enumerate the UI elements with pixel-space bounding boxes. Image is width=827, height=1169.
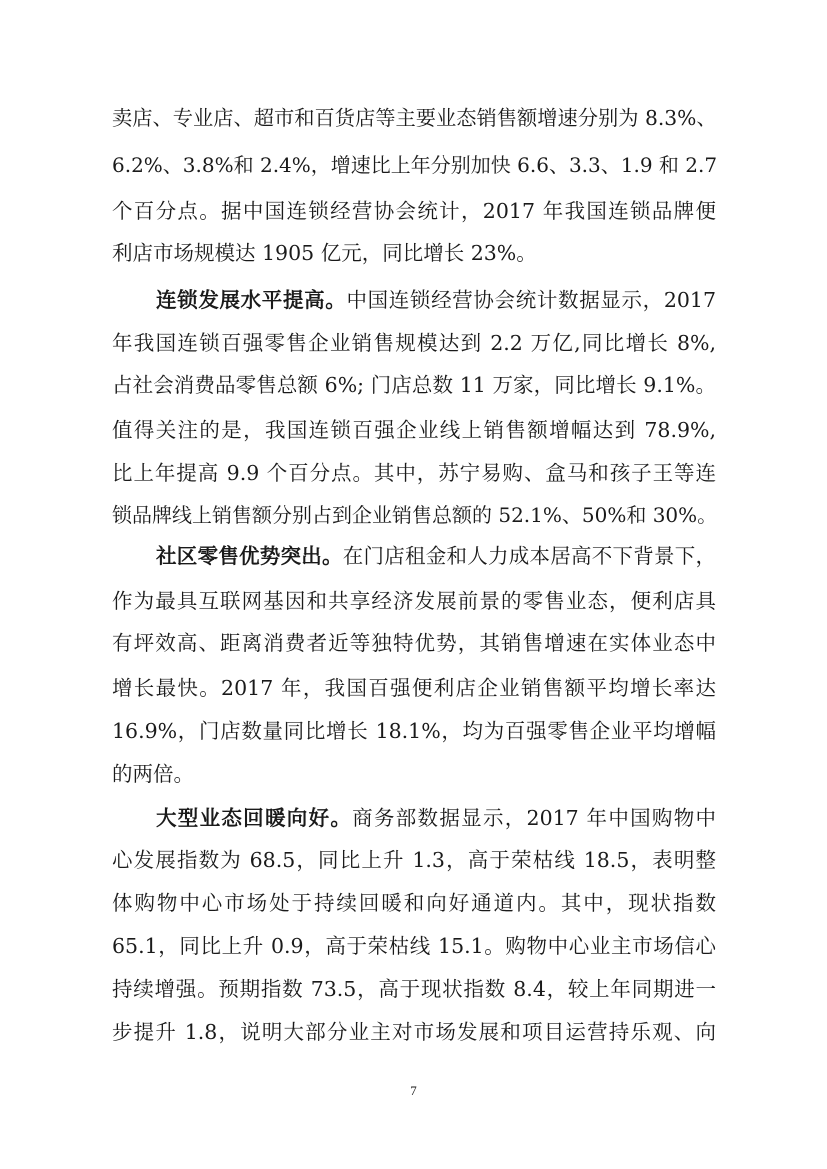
paragraph-4-first-line-text: 商务部数据显示，2017 年中国购物中 xyxy=(352,806,717,830)
paragraph-3-line-1 xyxy=(156,544,716,568)
paragraph-3-line-3: 有坪效高、距离消费者近等独特优势，其销售增速在实体业态中 xyxy=(112,631,716,655)
paragraph-4-line-4: 65.1，同比上升 0.9，高于荣枯线 15.1。购物中心业主市场信心 xyxy=(112,934,716,958)
paragraph-2-line-1 xyxy=(156,288,716,312)
paragraph-4-line-1 xyxy=(156,806,716,830)
paragraph-1-line-3: 个百分点。据中国连锁经营协会统计，2017 年我国连锁品牌便 xyxy=(112,199,716,223)
paragraph-3-line-4: 增长最快。2017 年，我国百强便利店企业销售额平均增长率达 xyxy=(112,676,716,700)
paragraph-3-first-line-text: 在门店租金和人力成本居高不下背景下， xyxy=(342,544,716,568)
paragraph-2-line-3: 占社会消费品零售总额 6%; 门店总数 11 万家，同比增长 9.1%。 xyxy=(112,373,716,397)
paragraph-3-line-6: 的两倍。 xyxy=(112,762,194,786)
paragraph-2-line-2: 年我国连锁百强零售企业销售规模达到 2.2 万亿,同比增长 8%, xyxy=(112,331,716,355)
paragraph-4-line-3: 体购物中心市场处于持续回暖和向好通道内。其中，现状指数 xyxy=(112,891,716,915)
paragraph-4-line-2: 心发展指数为 68.5，同比上升 1.3，高于荣枯线 18.5，表明整 xyxy=(112,848,716,872)
paragraph-3-line-5: 16.9%，门店数量同比增长 18.1%，均为百强零售企业平均增幅 xyxy=(112,719,716,743)
paragraph-1-line-2: 6.2%、3.8%和 2.4%，增速比上年分别加快 6.6、3.3、1.9 和 2.7 xyxy=(112,153,718,177)
paragraph-2-line-5: 比上年提高 9.9 个百分点。其中，苏宁易购、盒马和孩子王等连 xyxy=(112,461,716,485)
paragraph-1-line-4: 利店市场规模达 1905 亿元，同比增长 23%。 xyxy=(112,241,537,265)
paragraph-4-heading: 大型业态回暖向好。 xyxy=(156,806,353,830)
paragraph-3-line-2: 作为最具互联网基因和共享经济发展前景的零售业态，便利店具 xyxy=(112,589,716,613)
paragraph-3-heading: 社区零售优势突出。 xyxy=(156,544,343,568)
paragraph-4-line-6: 步提升 1.8，说明大部分业主对市场发展和项目运营持乐观、向 xyxy=(112,1020,716,1044)
paragraph-1-line-1: 卖店、专业店、超市和百货店等主要业态销售额增速分别为 8.3%、 xyxy=(112,106,717,130)
page-number: 7 xyxy=(410,1083,417,1098)
paragraph-2-line-4: 值得关注的是，我国连锁百强企业线上销售额增幅达到 78.9%, xyxy=(112,418,716,442)
paragraph-2-line-6: 锁品牌线上销售额分别占到企业销售总额的 52.1%、50%和 30%。 xyxy=(112,503,718,527)
paragraph-4-line-5: 持续增强。预期指数 73.5，高于现状指数 8.4，较上年同期进一 xyxy=(112,977,716,1001)
paragraph-2-first-line-text: 中国连锁经营协会统计数据显示，2017 xyxy=(346,288,717,312)
paragraph-2-heading: 连锁发展水平提高。 xyxy=(156,288,347,312)
